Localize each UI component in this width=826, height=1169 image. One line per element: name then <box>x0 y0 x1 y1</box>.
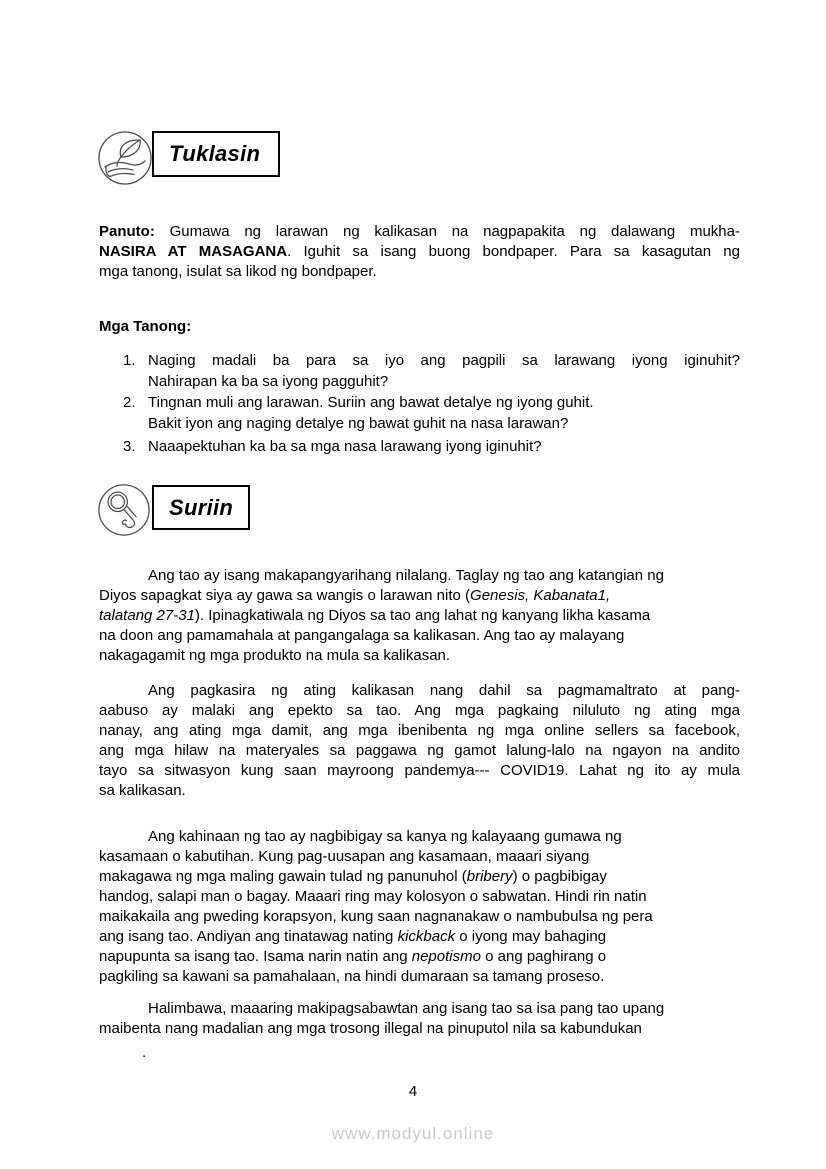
text-line: Ang pagkasira ng ating kalikasan nang dahil sa pagmamaltrato at pang- <box>148 682 740 699</box>
hand-holding-leaf-icon <box>97 130 153 186</box>
question-number: 2. <box>123 394 136 411</box>
text-line: Naging madali ba para sa iyo ang pagpili sa larawang iyong iginuhit? <box>148 352 740 369</box>
tuklasin-title-box <box>152 131 280 177</box>
text-line: Ang tao ay isang makapangyarihang nilalang. Taglay ng tao ang katangian ng <box>148 567 664 584</box>
text-line: nanay, ang ating mga damit, ang mga ibenibenta ng mga online sellers sa facebook, <box>99 722 740 739</box>
text-line <box>99 867 740 887</box>
question-item-1 <box>123 350 740 392</box>
tuklasin-title: Tuklasin <box>169 141 261 166</box>
italic-term: bribery <box>466 868 513 885</box>
body-text: o iyong may bahaging <box>455 928 607 945</box>
text-line: Naaapektuhan ka ba sa mga nasa larawang iyong iginuhit? <box>148 438 542 455</box>
question-text <box>148 392 740 434</box>
suriin-paragraph-1 <box>99 566 740 666</box>
body-text: ang isang tao. Andiyan ang tinatawag nating <box>99 928 398 945</box>
suriin-paragraph-4 <box>99 999 740 1063</box>
question-text <box>148 436 740 457</box>
text-line: mga tanong, isulat sa likod ng bondpaper. <box>99 263 377 280</box>
text-line: tayo sa sitwasyon kung saan mayroong pandemya--- COVID19. Lahat ng ito ay mula <box>99 762 740 779</box>
text-line: sa kalikasan. <box>99 782 186 799</box>
body-text: ). Ipinagkatiwala ng Diyos sa tao ang lahat ng kanyang likha kasama <box>194 607 651 624</box>
page-number: 4 <box>408 1083 418 1100</box>
text-line: Bakit iyon ang naging detalye ng bawat guhit na nasa larawan? <box>148 415 569 432</box>
panuto-label: Panuto: <box>99 223 155 240</box>
question-item-3 <box>123 436 740 457</box>
italic-term: kickback <box>397 928 456 945</box>
italic-citation: talatang 27-31 <box>99 607 195 624</box>
panuto-paragraph <box>99 222 740 282</box>
questions-list <box>99 350 740 457</box>
question-text <box>148 350 740 392</box>
question-number: 3. <box>123 438 136 455</box>
text-line <box>99 606 740 626</box>
body-text: ) o pagbibigay <box>512 868 607 885</box>
question-number: 1. <box>123 352 136 369</box>
hand-holding-magnifying-glass-icon <box>97 483 151 537</box>
body-text: makagawa ng mga maling gawain tulad ng panunuhol ( <box>99 868 467 885</box>
body-text: o ang paghirang o <box>480 948 607 965</box>
suriin-paragraph-3 <box>99 827 740 987</box>
body-text: Diyos sapagkat siya ay gawa sa wangis o larawan nito ( <box>99 587 471 604</box>
text-line: handog, salapi man o bagay. Maaari ring may kolosyon o sabwatan. Hindi rin natin <box>99 888 647 905</box>
text-line: ang mga hilaw na materyales sa paggawa ng gamot lalung-lalo na ngayon na andito <box>99 742 740 759</box>
panuto-text: . Iguhit sa isang buong bondpaper. Para sa kasagutan ng <box>287 243 740 260</box>
italic-citation: Genesis, Kabanata1, <box>470 587 611 604</box>
text-line: maibenta nang madalian ang mga trosong illegal na pinuputol nila sa kabundukan <box>99 1020 642 1037</box>
body-text: napupunta sa isang tao. Isama narin natin ang <box>99 948 412 965</box>
suriin-paragraph-2 <box>99 681 740 801</box>
text-line: Tingnan muli ang larawan. Suriin ang bawat detalye ng iyong guhit. <box>148 394 594 411</box>
text-line: Ang kahinaan ng tao ay nagbibigay sa kanya ng kalayaang gumawa ng <box>148 828 622 845</box>
text-line: aabuso ay malaki ang epekto sa tao. Ang mga pagkaing niluluto ng ating mga <box>99 702 740 719</box>
text-line: Halimbawa, maaaring makipagsabawtan ang isang tao sa isa pang tao upang <box>148 1000 665 1017</box>
suriin-title-box <box>152 485 250 530</box>
text-line <box>99 222 740 242</box>
question-item-2 <box>123 392 740 434</box>
text-line <box>99 947 740 967</box>
text-line <box>99 927 740 947</box>
text-line: kasamaan o kabutihan. Kung pag-uusapan ang kasamaan, maaari siyang <box>99 848 590 865</box>
questions-heading: Mga Tanong: <box>99 318 192 335</box>
italic-term: nepotismo <box>411 948 481 965</box>
panuto-text: Gumawa ng larawan ng kalikasan na nagpapakita ng dalawang mukha- <box>154 223 740 240</box>
bold-emphasis: NASIRA AT MASAGANA <box>99 243 288 260</box>
text-line <box>99 586 740 606</box>
text-line: na doon ang pamamahala at pangangalaga sa kalikasan. Ang tao ay malayang <box>99 627 625 644</box>
text-line: pagkiling sa kawani sa pamahalaan, na hindi dumaraan sa tamang proseso. <box>99 968 605 985</box>
stray-period-line: . <box>142 1044 147 1061</box>
text-line: maikakaila ang pweding korapsyon, kung saan nagnanakaw o nambubulsa ng pera <box>99 908 653 925</box>
text-line: Nahirapan ka ba sa iyong pagguhit? <box>148 373 389 390</box>
text-line: nakagagamit ng mga produkto na mula sa kalikasan. <box>99 647 451 664</box>
watermark: www.modyul.online <box>331 1124 495 1143</box>
suriin-title: Suriin <box>169 494 234 520</box>
text-line <box>99 242 740 262</box>
